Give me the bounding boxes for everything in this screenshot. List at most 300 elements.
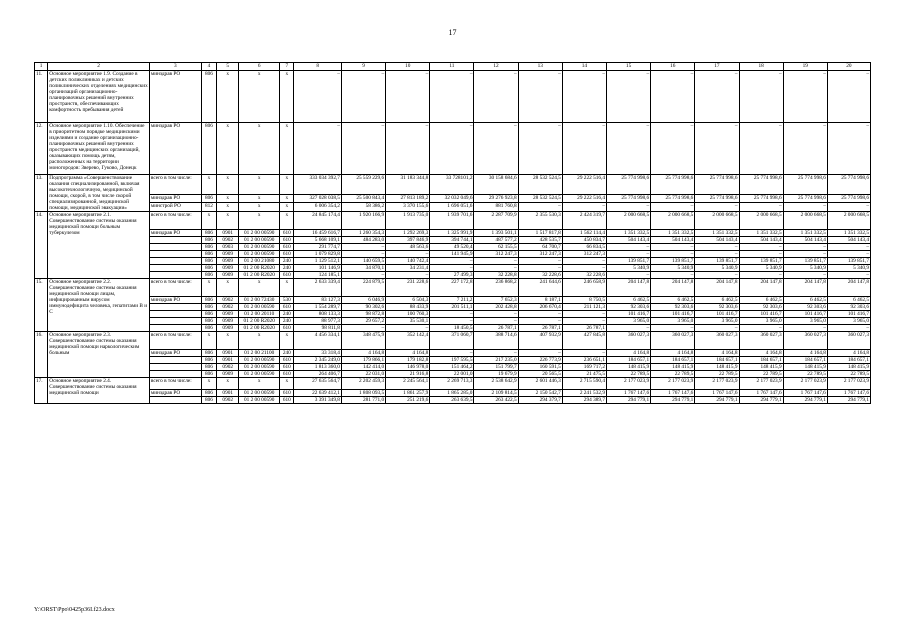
amount-cell: – bbox=[739, 324, 783, 331]
amount-cell: 312 247,3 bbox=[474, 250, 518, 257]
amount-cell: – bbox=[430, 264, 474, 271]
amount-cell: 27 635 564,7 bbox=[294, 377, 341, 389]
amount-cell: 101 416,7 bbox=[739, 310, 783, 317]
executor-cell: всего в том числе: bbox=[149, 278, 201, 296]
amount-cell: – bbox=[294, 123, 341, 175]
code-cell: 806 bbox=[201, 363, 216, 370]
code-cell: x bbox=[280, 278, 294, 296]
amount-cell: – bbox=[695, 243, 739, 250]
amount-cell: – bbox=[430, 310, 474, 317]
amount-cell: 62 155,5 bbox=[474, 243, 518, 250]
amount-cell: 1 562 114,4 bbox=[562, 229, 606, 236]
amount-cell: 4 164,8 bbox=[827, 349, 870, 356]
amount-cell: 101 416,7 bbox=[827, 310, 870, 317]
amount-cell: 48 563,6 bbox=[386, 243, 430, 250]
amount-cell: 148 415,9 bbox=[606, 363, 650, 370]
amount-cell: 92 303,6 bbox=[651, 303, 695, 310]
amount-cell: 236 651,1 bbox=[562, 356, 606, 363]
column-number: 7 bbox=[280, 63, 294, 71]
amount-cell: – bbox=[827, 123, 870, 175]
amount-cell: 294 779,1 bbox=[783, 396, 827, 403]
amount-cell: 27 499,3 bbox=[430, 271, 474, 278]
column-number: 20 bbox=[827, 63, 870, 71]
amount-cell: 21 475,5 bbox=[562, 370, 606, 377]
table-row bbox=[35, 296, 871, 303]
amount-cell: – bbox=[606, 243, 650, 250]
amount-cell: 211 121,3 bbox=[562, 303, 606, 310]
amount-cell: 1 808 093,5 bbox=[341, 389, 385, 396]
amount-cell: 184 657,1 bbox=[606, 356, 650, 363]
row-number-cell: 11. bbox=[35, 71, 48, 123]
amount-cell: 2 177 023,9 bbox=[695, 377, 739, 389]
code-cell: 01 2 00 R2020 bbox=[239, 271, 280, 278]
amount-cell: – bbox=[739, 271, 783, 278]
code-cell: 01 2 00 00590 bbox=[239, 363, 280, 370]
amount-cell: 4 456 334,1 bbox=[294, 331, 341, 349]
amount-cell: 1 351 332,5 bbox=[783, 229, 827, 236]
amount-cell: – bbox=[430, 257, 474, 264]
file-path-footer: Y:\ORST\Ppo\0425p36I.f23.docx bbox=[34, 607, 115, 613]
amount-cell: 151 799,7 bbox=[474, 363, 518, 370]
code-cell: 01 2 00 R2020 bbox=[239, 264, 280, 271]
amount-cell: 83 127,3 bbox=[294, 296, 341, 303]
amount-cell: 179 182,8 bbox=[386, 356, 430, 363]
amount-cell: – bbox=[827, 203, 870, 211]
amount-cell: 2 177 023,9 bbox=[606, 377, 650, 389]
amount-cell: 98 811,8 bbox=[294, 324, 341, 331]
amount-cell: – bbox=[562, 317, 606, 324]
amount-cell: – bbox=[739, 123, 783, 175]
amount-cell: – bbox=[518, 257, 562, 264]
table-row bbox=[35, 175, 871, 195]
amount-cell: 3 965,0 bbox=[695, 317, 739, 324]
amount-cell: 148 415,9 bbox=[651, 363, 695, 370]
amount-cell: – bbox=[606, 271, 650, 278]
amount-cell: 25 774 998,6 bbox=[739, 175, 783, 195]
amount-cell: – bbox=[606, 324, 650, 331]
code-cell: 240 bbox=[280, 264, 294, 271]
measure-name-cell: Основное мероприятие 2.1. Совершенствование системы оказания медицинской помощи больным туберкулезом bbox=[48, 211, 150, 278]
amount-cell: – bbox=[739, 250, 783, 257]
code-cell: 806 bbox=[201, 370, 216, 377]
code-cell: x bbox=[217, 203, 239, 211]
amount-cell: – bbox=[474, 310, 518, 317]
code-cell: 0901 bbox=[217, 389, 239, 396]
code-cell: 0902 bbox=[217, 303, 239, 310]
amount-cell: 25 774 998,6 bbox=[783, 195, 827, 203]
table-row bbox=[35, 363, 871, 370]
code-cell: 610 bbox=[280, 250, 294, 257]
code-cell: 610 bbox=[280, 243, 294, 250]
code-cell: x bbox=[280, 211, 294, 229]
code-cell: x bbox=[201, 278, 216, 296]
table-row bbox=[35, 264, 871, 271]
code-cell: 240 bbox=[280, 257, 294, 264]
header-row bbox=[35, 63, 871, 71]
amount-cell: 197 595,5 bbox=[430, 356, 474, 363]
table-row bbox=[35, 203, 871, 211]
amount-cell: 25 774 998,6 bbox=[651, 175, 695, 195]
column-number: 6 bbox=[239, 63, 280, 71]
code-cell: 806 bbox=[201, 123, 216, 175]
executor-cell bbox=[149, 236, 201, 243]
amount-cell: – bbox=[695, 271, 739, 278]
amount-cell: – bbox=[386, 324, 430, 331]
amount-cell: 25 774 998,6 bbox=[651, 195, 695, 203]
amount-cell: – bbox=[651, 250, 695, 257]
code-cell: x bbox=[217, 71, 239, 123]
code-cell: 0901 bbox=[217, 356, 239, 363]
amount-cell: 139 851,7 bbox=[783, 257, 827, 264]
amount-cell: 34 870,1 bbox=[341, 264, 385, 271]
code-cell: x bbox=[239, 211, 280, 229]
amount-cell: 4 164,8 bbox=[386, 349, 430, 356]
amount-cell: 32 228,6 bbox=[562, 271, 606, 278]
amount-cell: – bbox=[562, 123, 606, 175]
amount-cell: 92 303,6 bbox=[606, 303, 650, 310]
amount-cell: 148 415,9 bbox=[827, 363, 870, 370]
column-number: 13 bbox=[518, 63, 562, 71]
amount-cell: 184 657,1 bbox=[827, 356, 870, 363]
amount-cell: 139 851,7 bbox=[651, 257, 695, 264]
code-cell: 806 bbox=[201, 243, 216, 250]
code-cell: 610 bbox=[280, 389, 294, 396]
amount-cell: 1 813 360,0 bbox=[294, 363, 341, 370]
table-row bbox=[35, 377, 871, 389]
code-cell: x bbox=[239, 203, 280, 211]
executor-cell bbox=[149, 257, 201, 264]
amount-cell: 2 177 023,9 bbox=[651, 377, 695, 389]
amount-cell: 312 247,3 bbox=[518, 250, 562, 257]
amount-cell: 1 325 991,9 bbox=[430, 229, 474, 236]
amount-cell: – bbox=[474, 349, 518, 356]
code-cell: 610 bbox=[280, 236, 294, 243]
code-cell: 610 bbox=[280, 356, 294, 363]
amount-cell: 206 670,4 bbox=[518, 303, 562, 310]
amount-cell: – bbox=[827, 71, 870, 123]
amount-cell: 397 846,9 bbox=[386, 236, 430, 243]
amount-cell: 64 700,7 bbox=[518, 243, 562, 250]
code-cell: 806 bbox=[201, 324, 216, 331]
executor-cell: минздрав РО bbox=[149, 296, 201, 303]
amount-cell: 2 000 668,5 bbox=[827, 211, 870, 229]
code-cell: 0903 bbox=[217, 243, 239, 250]
amount-cell: 2 000 668,5 bbox=[739, 211, 783, 229]
amount-cell: 25 774 998,6 bbox=[827, 175, 870, 195]
code-cell: 806 bbox=[201, 389, 216, 396]
code-cell: 240 bbox=[280, 310, 294, 317]
amount-cell: 19 679,9 bbox=[474, 370, 518, 377]
column-number: 17 bbox=[695, 63, 739, 71]
code-cell: 610 bbox=[280, 303, 294, 310]
code-cell: 240 bbox=[280, 349, 294, 356]
amount-cell: 226 773,9 bbox=[518, 356, 562, 363]
amount-cell: 7 211,2 bbox=[430, 296, 474, 303]
table-row bbox=[35, 356, 871, 363]
amount-cell: 6 462,5 bbox=[695, 296, 739, 303]
amount-cell: 32 228,6 bbox=[518, 271, 562, 278]
code-cell: 806 bbox=[201, 250, 216, 257]
amount-cell: 407 932,9 bbox=[518, 331, 562, 349]
executor-cell: всего в том числе: bbox=[149, 211, 201, 229]
amount-cell: 22 639 412,1 bbox=[294, 389, 341, 396]
amount-cell: – bbox=[341, 123, 385, 175]
amount-cell: 484 283,0 bbox=[341, 236, 385, 243]
amount-cell: 22 789,5 bbox=[606, 370, 650, 377]
amount-cell: 22 789,5 bbox=[739, 370, 783, 377]
amount-cell: – bbox=[783, 123, 827, 175]
amount-cell: – bbox=[695, 71, 739, 123]
code-cell: 806 bbox=[201, 296, 216, 303]
column-number: 4 bbox=[201, 63, 216, 71]
amount-cell: 179 866,1 bbox=[341, 356, 385, 363]
amount-cell: 360 027,3 bbox=[739, 331, 783, 349]
code-cell: x bbox=[280, 175, 294, 195]
amount-cell: 1 920 166,9 bbox=[341, 211, 385, 229]
amount-cell: 169 717,2 bbox=[562, 363, 606, 370]
amount-cell: 450 834,7 bbox=[562, 236, 606, 243]
amount-cell: – bbox=[562, 349, 606, 356]
amount-cell: 2 424 319,7 bbox=[562, 211, 606, 229]
amount-cell: 92 303,6 bbox=[695, 303, 739, 310]
code-cell: x bbox=[239, 123, 280, 175]
amount-cell: 2 109 814,5 bbox=[474, 389, 518, 396]
table-row bbox=[35, 271, 871, 278]
amount-cell: 201 511,1 bbox=[430, 303, 474, 310]
amount-cell: 348 475,9 bbox=[341, 331, 385, 349]
column-number: 19 bbox=[783, 63, 827, 71]
amount-cell: 148 415,9 bbox=[695, 363, 739, 370]
amount-cell: 294 779,1 bbox=[606, 396, 650, 403]
amount-cell: – bbox=[783, 324, 827, 331]
column-number: 14 bbox=[562, 63, 606, 71]
amount-cell: 58 386,2 bbox=[341, 203, 385, 211]
executor-cell: всего в том числе: bbox=[149, 331, 201, 349]
amount-cell: 25 774 998,6 bbox=[739, 195, 783, 203]
code-cell: 01 2 00 21100 bbox=[239, 349, 280, 356]
amount-cell: 139 851,7 bbox=[739, 257, 783, 264]
amount-cell: 360 027,3 bbox=[695, 331, 739, 349]
amount-cell: 1 767 147,6 bbox=[606, 389, 650, 396]
amount-cell: 281 771,0 bbox=[341, 396, 385, 403]
amount-cell: – bbox=[695, 123, 739, 175]
amount-cell: – bbox=[518, 123, 562, 175]
amount-cell: 394 744,1 bbox=[430, 236, 474, 243]
measure-name-cell: Основное мероприятие 1.9. Создание в детских поликлиниках и детских поликлинических отделениях медицинских организаций организационно-планировочных решений внутренних пространств, обеспечивающих комфортность пребывания детей bbox=[48, 71, 150, 123]
amount-cell: 5 340,9 bbox=[739, 264, 783, 271]
code-cell: 812 bbox=[201, 203, 216, 211]
amount-cell: 101 416,7 bbox=[695, 310, 739, 317]
amount-cell: 6 504,3 bbox=[386, 296, 430, 303]
code-cell: 01 2 00 00590 bbox=[239, 229, 280, 236]
amount-cell: – bbox=[341, 324, 385, 331]
amount-cell: 4 164,8 bbox=[606, 349, 650, 356]
code-cell: 0901 bbox=[217, 229, 239, 236]
table-row bbox=[35, 250, 871, 257]
code-cell: x bbox=[201, 175, 216, 195]
amount-cell: 294 779,1 bbox=[827, 396, 870, 403]
amount-cell: 22 789,5 bbox=[783, 370, 827, 377]
amount-cell: 360 027,3 bbox=[606, 331, 650, 349]
amount-cell: – bbox=[341, 71, 385, 123]
amount-cell: 34 231,4 bbox=[386, 264, 430, 271]
amount-cell: – bbox=[783, 271, 827, 278]
amount-cell: 352 142,4 bbox=[386, 331, 430, 349]
amount-cell: 29 222 516,4 bbox=[562, 195, 606, 203]
amount-cell: 1 767 147,6 bbox=[739, 389, 783, 396]
code-cell: x bbox=[280, 71, 294, 123]
amount-cell: 291 774,7 bbox=[294, 243, 341, 250]
amount-cell: 3 965,0 bbox=[651, 317, 695, 324]
page-number: 17 bbox=[448, 28, 457, 37]
amount-cell: 139 851,7 bbox=[695, 257, 739, 264]
amount-cell: 139 851,7 bbox=[606, 257, 650, 264]
amount-cell: 2 000 668,5 bbox=[783, 211, 827, 229]
amount-cell: – bbox=[606, 250, 650, 257]
amount-cell: 25 774 998,6 bbox=[606, 195, 650, 203]
amount-cell: 360 027,3 bbox=[783, 331, 827, 349]
amount-cell: 2 715 590,4 bbox=[562, 377, 606, 389]
code-cell: 01 2 00 00590 bbox=[239, 303, 280, 310]
code-cell: x bbox=[217, 331, 239, 349]
amount-cell: 1 767 147,6 bbox=[651, 389, 695, 396]
amount-cell: 487 577,2 bbox=[474, 236, 518, 243]
amount-cell: 3 370 155,6 bbox=[386, 203, 430, 211]
amount-cell: – bbox=[386, 250, 430, 257]
code-cell: 806 bbox=[201, 349, 216, 356]
amount-cell: 6 462,5 bbox=[783, 296, 827, 303]
table-row bbox=[35, 257, 871, 264]
amount-cell: – bbox=[341, 243, 385, 250]
code-cell: x bbox=[201, 377, 216, 389]
amount-cell: – bbox=[827, 250, 870, 257]
amount-cell: – bbox=[518, 203, 562, 211]
amount-cell: – bbox=[430, 123, 474, 175]
column-number: 18 bbox=[739, 63, 783, 71]
amount-cell: – bbox=[651, 123, 695, 175]
amount-cell: 4 164,8 bbox=[341, 349, 385, 356]
code-cell: x bbox=[239, 377, 280, 389]
row-number-cell: 15. bbox=[35, 278, 48, 331]
amount-cell: 2 633 339,4 bbox=[294, 278, 341, 296]
amount-cell: 2 000 668,5 bbox=[651, 211, 695, 229]
executor-cell bbox=[149, 264, 201, 271]
amount-cell: 2 150 542,7 bbox=[518, 389, 562, 396]
code-cell: 610 bbox=[280, 324, 294, 331]
amount-cell: – bbox=[783, 203, 827, 211]
row-number-cell: 13. bbox=[35, 175, 48, 212]
table-row bbox=[35, 236, 871, 243]
table-row bbox=[35, 303, 871, 310]
amount-cell: 49 520,4 bbox=[430, 243, 474, 250]
amount-cell: 22 789,5 bbox=[695, 370, 739, 377]
amount-cell: 6 046,9 bbox=[341, 296, 385, 303]
code-cell: x bbox=[217, 123, 239, 175]
amount-cell: 204 147,8 bbox=[783, 278, 827, 296]
amount-cell: 1 696 051,6 bbox=[430, 203, 474, 211]
table-row bbox=[35, 349, 871, 356]
amount-cell: 504 143,4 bbox=[606, 236, 650, 243]
code-cell: 0909 bbox=[217, 370, 239, 377]
amount-cell: 217 235,0 bbox=[474, 356, 518, 363]
amount-cell: 26 787,1 bbox=[518, 324, 562, 331]
code-cell: 610 bbox=[280, 229, 294, 236]
amount-cell: 3 965,0 bbox=[783, 317, 827, 324]
amount-cell: 1 865 285,0 bbox=[430, 389, 474, 396]
code-cell: 240 bbox=[280, 317, 294, 324]
amount-cell: 263 639,5 bbox=[430, 396, 474, 403]
amount-cell: – bbox=[562, 257, 606, 264]
amount-cell: 22 031,0 bbox=[341, 370, 385, 377]
amount-cell: 139 851,7 bbox=[827, 257, 870, 264]
column-number: 12 bbox=[474, 63, 518, 71]
amount-cell: 2 000 668,5 bbox=[695, 211, 739, 229]
amount-cell: – bbox=[341, 250, 385, 257]
amount-cell: 1 129 512,1 bbox=[294, 257, 341, 264]
code-cell: x bbox=[280, 195, 294, 203]
executor-cell bbox=[149, 363, 201, 370]
amount-cell: 6 462,5 bbox=[606, 296, 650, 303]
amount-cell: – bbox=[606, 71, 650, 123]
amount-cell: 7 652,3 bbox=[474, 296, 518, 303]
amount-cell: 124 185,1 bbox=[294, 271, 341, 278]
amount-cell: 28 532 524,5 bbox=[518, 195, 562, 203]
amount-cell: – bbox=[474, 264, 518, 271]
amount-cell: 33 728101,2 bbox=[430, 175, 474, 195]
amount-cell: 20 565,5 bbox=[518, 370, 562, 377]
amount-cell: – bbox=[606, 203, 650, 211]
executor-cell bbox=[149, 243, 201, 250]
executor-cell: минздрав РО bbox=[149, 71, 201, 123]
row-number-cell: 16. bbox=[35, 331, 48, 377]
table-row bbox=[35, 211, 871, 229]
amount-cell: 160 591,5 bbox=[518, 363, 562, 370]
amount-cell: 204 147,8 bbox=[739, 278, 783, 296]
amount-cell: – bbox=[739, 71, 783, 123]
amount-cell: 33 318,4 bbox=[294, 349, 341, 356]
amount-cell: 360 027,3 bbox=[651, 331, 695, 349]
amount-cell: 204 147,8 bbox=[651, 278, 695, 296]
amount-cell: 204 147,8 bbox=[695, 278, 739, 296]
amount-cell: 5 668 109,1 bbox=[294, 236, 341, 243]
amount-cell: 2 177 023,9 bbox=[783, 377, 827, 389]
amount-cell: 2 245 564,1 bbox=[386, 377, 430, 389]
amount-cell: 148 415,9 bbox=[739, 363, 783, 370]
measure-name-cell: Основное мероприятие 2.3. Совершенствование системы оказания медицинской помощи наркологическим больным bbox=[48, 331, 150, 377]
amount-cell: 333 034 392,7 bbox=[294, 175, 341, 195]
code-cell: 806 bbox=[201, 236, 216, 243]
amount-cell: 264 406,7 bbox=[294, 370, 341, 377]
amount-cell: 2 241 532,9 bbox=[562, 389, 606, 396]
code-cell: 0902 bbox=[217, 296, 239, 303]
table-row bbox=[35, 310, 871, 317]
row-number-cell: 17. bbox=[35, 377, 48, 403]
executor-cell bbox=[149, 271, 201, 278]
amount-cell: 184 657,1 bbox=[651, 356, 695, 363]
amount-cell: 2 177 023,9 bbox=[827, 377, 870, 389]
amount-cell: 18 450,5 bbox=[430, 324, 474, 331]
amount-cell: 3 965,0 bbox=[739, 317, 783, 324]
code-cell: 0902 bbox=[217, 236, 239, 243]
amount-cell: 8 750,5 bbox=[562, 296, 606, 303]
table-row bbox=[35, 324, 871, 331]
amount-cell: 24 845 174,4 bbox=[294, 211, 341, 229]
code-cell: 0909 bbox=[217, 250, 239, 257]
code-cell: 01 2 00 00590 bbox=[239, 236, 280, 243]
amount-cell: 1 393 501,1 bbox=[474, 229, 518, 236]
amount-cell: 1 767 147,6 bbox=[827, 389, 870, 396]
code-cell: 01 2 00 00590 bbox=[239, 356, 280, 363]
